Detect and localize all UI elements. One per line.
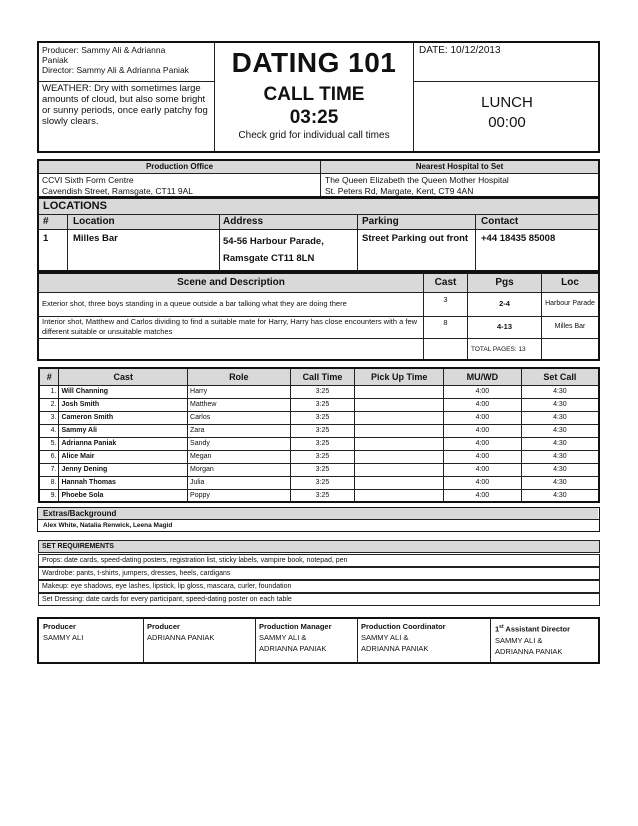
- cast-role: Matthew: [188, 398, 291, 411]
- hospital-line-1: The Queen Elizabeth the Queen Mother Hospital: [325, 175, 509, 185]
- cast-name: Hannah Thomas: [59, 476, 188, 489]
- cast-pickup: [355, 476, 444, 489]
- crew-name-line-2: ADRIANNA PANIAK: [361, 644, 429, 653]
- cast-pickup: [355, 437, 444, 450]
- loc-row-num: 1: [43, 233, 49, 244]
- cast-role: Poppy: [188, 489, 291, 502]
- cast-muwd: 4:00: [444, 398, 522, 411]
- loc-row-contact: +44 18435 85008: [481, 233, 556, 244]
- cast-col-pickup: Pick Up Time: [355, 368, 444, 385]
- cast-num: 4.: [39, 424, 59, 437]
- cast-call: 3:25: [290, 450, 355, 463]
- table-row: [39, 398, 599, 411]
- crew-name-line-2: ADRIANNA PANIAK: [495, 646, 563, 656]
- production-office-address: [42, 175, 318, 197]
- scene-total-pages: TOTAL PAGES: 13: [471, 346, 526, 353]
- office-line-2: Cavendish Street, Ramsgate, CT11 9AL: [42, 185, 194, 196]
- cast-muwd: 4:00: [444, 424, 522, 437]
- table-row: [39, 385, 599, 398]
- cast-setcall: 4:30: [521, 489, 599, 502]
- crew-name-line-1: SAMMY ALI &: [259, 633, 307, 642]
- cast-setcall: 4:30: [521, 450, 599, 463]
- scene-2-loc: Milles Bar: [554, 323, 586, 330]
- crew-role: Production Manager: [259, 622, 332, 631]
- cast-pickup: [355, 398, 444, 411]
- table-row: [39, 437, 599, 450]
- cast-name: Jenny Dening: [59, 463, 188, 476]
- table-row: [39, 424, 599, 437]
- cast-role: Sandy: [188, 437, 291, 450]
- table-row: [39, 411, 599, 424]
- locations-block: [37, 197, 600, 272]
- cast-call: 3:25: [290, 398, 355, 411]
- cast-muwd: 4:00: [444, 489, 522, 502]
- cast-col-num: #: [39, 368, 59, 385]
- scene-header-cast: Cast: [434, 277, 457, 288]
- crew-block: [37, 617, 600, 664]
- cast-num: 7.: [39, 463, 59, 476]
- producer-line-2: Paniak: [42, 55, 68, 65]
- cast-setcall: 4:30: [521, 385, 599, 398]
- cast-setcall: 4:30: [521, 424, 599, 437]
- loc-row-location: Milles Bar: [73, 233, 118, 244]
- cast-muwd: 4:00: [444, 476, 522, 489]
- cast-pickup: [355, 450, 444, 463]
- cast-pickup: [355, 489, 444, 502]
- loc-header-contact: Contact: [481, 216, 519, 227]
- extras-title: Extras/Background: [43, 509, 117, 518]
- cast-muwd: 4:00: [444, 385, 522, 398]
- scene-2-cast: 8: [443, 318, 448, 327]
- lunch-label: LUNCH: [481, 94, 533, 111]
- cast-setcall: 4:30: [521, 476, 599, 489]
- cast-col-call-time: Call Time: [290, 368, 355, 385]
- header-block: [37, 41, 600, 153]
- req-makeup: Makeup: eye shadows, eye lashes, lipstick, lip gloss, mascara, curler, foundation: [38, 580, 600, 593]
- loc-header-parking: Parking: [362, 216, 399, 227]
- loc-row-parking: Street Parking out front: [362, 233, 469, 244]
- cast-call: 3:25: [290, 476, 355, 489]
- cast-pickup: [355, 463, 444, 476]
- scene-1-desc: Exterior shot, three boys standing in a queue outside a bar talking what they are doing there: [42, 299, 347, 308]
- cast-col-role: Role: [188, 368, 291, 385]
- cast-col-cast: Cast: [59, 368, 188, 385]
- hospital-line-2: St. Peters Rd, Margate, Kent, CT9 4AN: [325, 185, 474, 196]
- extras-names: Alex White, Natalia Renwick, Leena Magid: [43, 522, 173, 529]
- crew-role: Producer: [147, 622, 180, 631]
- cast-name: Josh Smith: [59, 398, 188, 411]
- loc-header-num: #: [43, 216, 49, 227]
- scene-header-desc: Scene and Description: [177, 277, 285, 288]
- scene-2-pgs: 4-13: [496, 322, 512, 331]
- crew-role-suffix: Assistant Director: [503, 624, 571, 634]
- cast-setcall: 4:30: [521, 411, 599, 424]
- crew-role: Production Coordinator: [361, 622, 446, 631]
- table-row: [39, 476, 599, 489]
- crew-first-ad: [495, 622, 599, 662]
- cast-pickup: [355, 411, 444, 424]
- cast-name: Adrianna Paniak: [59, 437, 188, 450]
- set-requirements-title: SET REQUIREMENTS: [38, 540, 600, 553]
- hospital-header: Nearest Hospital to Set: [415, 162, 504, 171]
- cast-muwd: 4:00: [444, 411, 522, 424]
- producer-line-1: Producer: Sammy Ali & Adrianna: [42, 45, 166, 55]
- crew-producer-1: [43, 622, 141, 662]
- cast-num: 6.: [39, 450, 59, 463]
- crew-role: [495, 622, 599, 635]
- address-line-2: Ramsgate CT11 8LN: [223, 253, 315, 264]
- cast-muwd: 4:00: [444, 463, 522, 476]
- crew-production-coordinator: [361, 622, 488, 662]
- cast-call: 3:25: [290, 385, 355, 398]
- scene-1-pgs: 2-4: [499, 299, 510, 308]
- cast-num: 9.: [39, 489, 59, 502]
- production-office-header: Production Office: [145, 162, 214, 171]
- crew-role: Producer: [43, 622, 76, 631]
- cast-name: Sammy Ali: [59, 424, 188, 437]
- loc-header-address: Address: [223, 216, 264, 227]
- scene-header-pgs: Pgs: [495, 277, 514, 288]
- crew-role-sup: st: [499, 624, 504, 630]
- crew-name: SAMMY ALI: [43, 633, 84, 642]
- producer-director-info: [42, 45, 212, 79]
- extras-block: [37, 507, 600, 532]
- cast-call: 3:25: [290, 424, 355, 437]
- lunch-time: 00:00: [488, 114, 526, 131]
- req-props: Props: date cards, speed-dating posters, registration list, sticky labels, vampire book, notepad, pen: [38, 554, 600, 567]
- scene-header-loc: Loc: [561, 277, 579, 288]
- req-wardrobe: Wardrobe: pants, t-shirts, jumpers, dresses, heels, cardigans: [38, 567, 600, 580]
- hospital-address: [325, 175, 597, 197]
- address-line-1: 54-56 Harbour Parade,: [223, 236, 324, 247]
- crew-name-line-1: SAMMY ALI &: [361, 633, 409, 642]
- crew-role-prefix: 1: [495, 624, 500, 634]
- cast-setcall: 4:30: [521, 398, 599, 411]
- table-row: [39, 489, 599, 502]
- cast-num: 1.: [39, 385, 59, 398]
- cast-table: [38, 367, 600, 503]
- cast-name: Alice Mair: [59, 450, 188, 463]
- crew-name-line-2: ADRIANNA PANIAK: [259, 644, 327, 653]
- cast-role: Harry: [188, 385, 291, 398]
- req-set-dressing: Set Dressing: date cards for every participant, speed-dating poster on each table: [38, 593, 600, 606]
- scene-2-desc: Interior shot, Matthew and Carlos dividing to find a suitable mate for Harry, Harry has close encounters with a few different suitable or unsuitable matches: [42, 317, 418, 336]
- scene-1-cast: 3: [443, 295, 448, 304]
- cast-name: Phoebe Sola: [59, 489, 188, 502]
- cast-role: Carlos: [188, 411, 291, 424]
- cast-role: Julia: [188, 476, 291, 489]
- cast-num: 2.: [39, 398, 59, 411]
- cast-muwd: 4:00: [444, 437, 522, 450]
- cast-num: 3.: [39, 411, 59, 424]
- cast-call: 3:25: [290, 411, 355, 424]
- cast-pickup: [355, 424, 444, 437]
- crew-name-line-1: SAMMY ALI &: [495, 635, 543, 645]
- scenes-block: [37, 272, 600, 361]
- cast-role: Zara: [188, 424, 291, 437]
- call-time-label: CALL TIME: [263, 84, 365, 105]
- cast-setcall: 4:30: [521, 463, 599, 476]
- production-title: DATING 101: [231, 47, 397, 78]
- office-line-1: CCVI Sixth Form Centre: [42, 175, 134, 185]
- call-time-note: Check grid for individual call times: [238, 130, 390, 141]
- crew-name: ADRIANNA PANIAK: [147, 633, 215, 642]
- cast-call: 3:25: [290, 437, 355, 450]
- cast-col-set-call: Set Call: [521, 368, 599, 385]
- director-line: Director: Sammy Ali & Adrianna Paniak: [42, 65, 189, 75]
- cast-pickup: [355, 385, 444, 398]
- cast-muwd: 4:00: [444, 450, 522, 463]
- shoot-date: DATE: 10/12/2013: [419, 45, 501, 56]
- production-info-block: [37, 159, 600, 198]
- cast-role: Megan: [188, 450, 291, 463]
- locations-title: LOCATIONS: [43, 200, 107, 212]
- cast-header-row: [39, 368, 599, 385]
- table-row: [39, 463, 599, 476]
- loc-header-location: Location: [73, 216, 115, 227]
- crew-production-manager: [259, 622, 355, 662]
- loc-row-address: [223, 233, 355, 269]
- table-row: [39, 450, 599, 463]
- cast-name: Will Channing: [59, 385, 188, 398]
- cast-num: 8.: [39, 476, 59, 489]
- cast-call: 3:25: [290, 489, 355, 502]
- call-time-value: 03:25: [289, 107, 339, 128]
- cast-call: 3:25: [290, 463, 355, 476]
- weather-info: WEATHER: Dry with sometimes large amounts of cloud, but also some bright or sunny periods, once early patchy fog slowly clears.: [42, 83, 208, 127]
- cast-name: Cameron Smith: [59, 411, 188, 424]
- crew-producer-2: [147, 622, 253, 662]
- scene-1-loc: Harbour Parade: [545, 300, 595, 307]
- cast-setcall: 4:30: [521, 437, 599, 450]
- cast-role: Morgan: [188, 463, 291, 476]
- cast-col-muwd: MU/WD: [444, 368, 522, 385]
- cast-num: 5.: [39, 437, 59, 450]
